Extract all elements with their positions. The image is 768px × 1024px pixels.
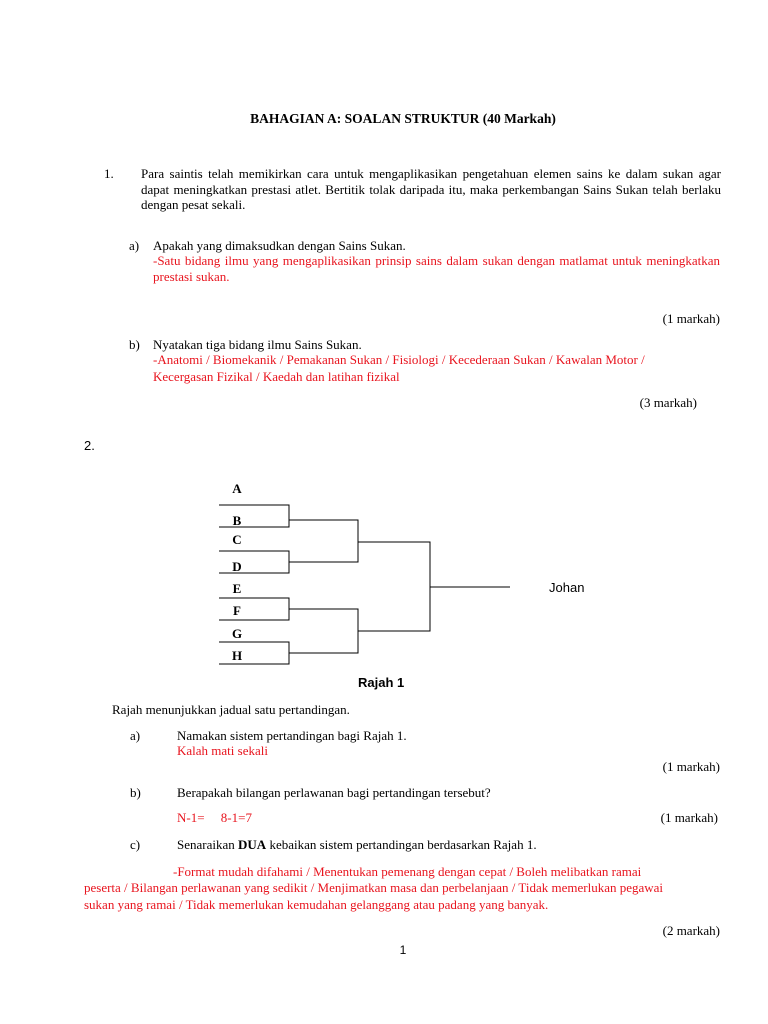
team-b: B bbox=[232, 513, 242, 528]
q1-intro: Para saintis telah memikirkan cara untuk mengaplikasikan pengetahuan elemen sains ke dalam sukan agar dapat meningkatkan prestasi atlet. Bertitik tolak daripada itu, maka perkembangan Sains Sukan telah berlaku dengan pesat sekali. bbox=[141, 166, 721, 212]
q2a-answer: Kalah mati sekali bbox=[177, 743, 268, 758]
q2c-answer-line3: sukan yang ramai / Tidak memerlukan kemudahan gelanggang atau padang yang banyak. bbox=[84, 897, 549, 912]
page-number: 1 bbox=[399, 943, 407, 957]
q2a-marks: (1 markah) bbox=[662, 759, 720, 774]
q1b-answer-line2: Kecergasan Fizikal / Kaedah dan latihan fizikal bbox=[153, 369, 400, 384]
q2-intro: Rajah menunjukkan jadual satu pertandingan. bbox=[112, 702, 350, 717]
q2a-label: a) bbox=[130, 728, 141, 743]
team-g: G bbox=[231, 626, 243, 641]
team-e: E bbox=[232, 581, 242, 596]
q2b-marks: (1 markah) bbox=[660, 810, 718, 825]
q1b-label: b) bbox=[129, 337, 140, 352]
semi-bottom bbox=[289, 609, 358, 653]
q2b-answer: N-1= 8-1=7 bbox=[177, 810, 252, 825]
q2c-question: Senaraikan DUA kebaikan sistem pertandingan berdasarkan Rajah 1. bbox=[177, 837, 537, 852]
q1a-label: a) bbox=[129, 238, 140, 253]
team-d: D bbox=[232, 559, 242, 574]
q2a-question: Namakan sistem pertandingan bagi Rajah 1. bbox=[177, 728, 407, 743]
final bbox=[358, 542, 430, 631]
q2c-label: c) bbox=[130, 837, 141, 852]
q1a-question: Apakah yang dimaksudkan dengan Sains Sukan. bbox=[153, 238, 406, 253]
semi-top bbox=[289, 520, 358, 562]
team-a: A bbox=[232, 481, 242, 496]
q2b-question: Berapakah bilangan perlawanan bagi pertandingan tersebut? bbox=[177, 785, 491, 800]
q1a-answer: -Satu bidang ilmu yang mengaplikasikan prinsip sains dalam sukan dengan matlamat untuk meningkatkan prestasi sukan. bbox=[153, 253, 720, 284]
q1b-question: Nyatakan tiga bidang ilmu Sains Sukan. bbox=[153, 337, 362, 352]
q1b-marks: (3 markah) bbox=[639, 395, 697, 410]
q2c-answer-line1: -Format mudah difahami / Menentukan pemenang dengan cepat / Boleh melibatkan ramai bbox=[173, 864, 642, 879]
diagram-caption: Rajah 1 bbox=[358, 675, 405, 690]
q2c-answer-line2: peserta / Bilangan perlawanan yang sedikit / Menjimatkan masa dan perbelanjaan / Tidak memerlukan pegawai bbox=[84, 880, 664, 895]
q1b-answer-line1: -Anatomi / Biomekanik / Pemakanan Sukan / Fisiologi / Kecederaan Sukan / Kawalan Motor / bbox=[153, 352, 645, 367]
q1a-marks: (1 markah) bbox=[662, 311, 720, 326]
section-title: BAHAGIAN A: SOALAN STRUKTUR (40 Markah) bbox=[250, 111, 556, 126]
winner-label: Johan bbox=[549, 580, 585, 595]
team-f: F bbox=[233, 603, 241, 618]
q2c-marks: (2 markah) bbox=[662, 923, 720, 938]
q1-number: 1. bbox=[104, 166, 114, 181]
q2-number: 2. bbox=[84, 438, 95, 453]
q2b-label: b) bbox=[130, 785, 141, 800]
team-c: C bbox=[232, 532, 242, 547]
team-h: H bbox=[231, 648, 243, 663]
